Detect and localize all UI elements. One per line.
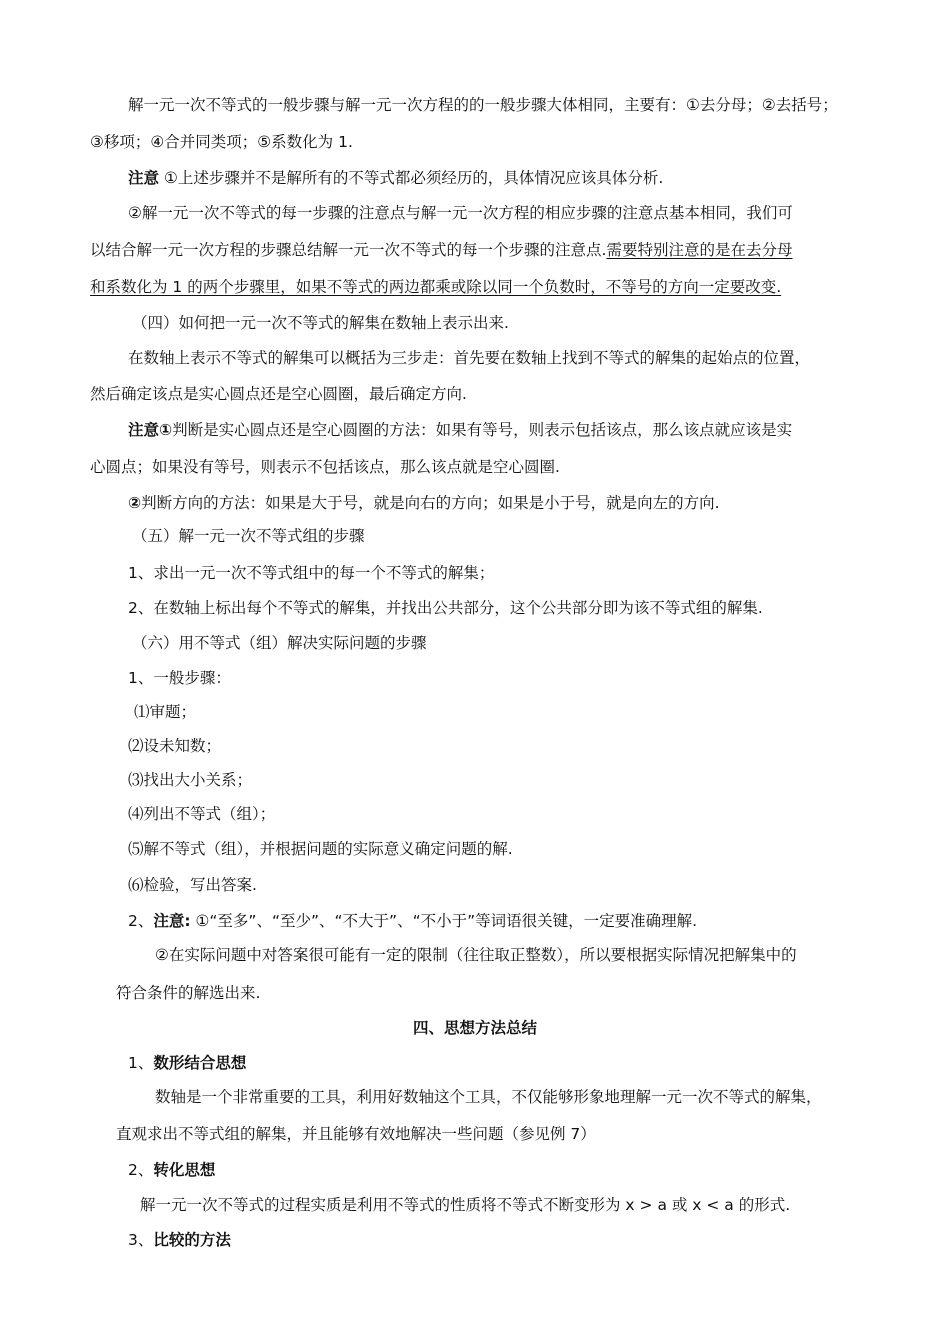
method-2-num: 2、 <box>128 1161 154 1179</box>
intro-line-2: ③移项；④合并同类项；⑤系数化为 1. <box>90 133 353 151</box>
section-4-heading: （四）如何把一元一次不等式的解集在数轴上表示出来. <box>132 314 509 332</box>
note-2-underlined-a: 需要特别注意的是在去分母 <box>606 241 793 259</box>
intro-line-1: 解一元一次不等式的一般步骤与解一元一次方程的的一般步骤大体相同，主要有：①去分母；②去括号； <box>128 96 838 114</box>
section-4-note-2-label: ② <box>128 494 142 512</box>
step-2: ⑵设未知数； <box>128 737 222 755</box>
note-1-label: 注意 <box>128 169 160 187</box>
note-2-underlined-b: 和系数化为 1 的两个步骤里，如果不等式的两边都乘或除以同一个负数时，不等号的方向一定要改变. <box>90 278 782 296</box>
method-1-num: 1、 <box>128 1054 154 1072</box>
section-4-note-line-2: 心圆点；如果没有等号，则表示不包括该点，那么该点就是空心圆圈. <box>90 458 560 476</box>
method-1-line-1: 数轴是一个非常重要的工具，利用好数轴这个工具，不仅能够形象地理解一元一次不等式的解集， <box>155 1088 822 1106</box>
step-1: ⑴审题； <box>134 703 197 721</box>
section-6-item-1: 1、一般步骤： <box>128 669 231 687</box>
section-6-item-2-line-2: ②在实际问题中对答案很可能有一定的限制（往往取正整数），所以要根据实际情况把解集中的 <box>155 946 797 964</box>
method-3-title: 比较的方法 <box>153 1231 231 1249</box>
note-1-text: ①上述步骤并不是解所有的不等式都必须经历的，具体情况应该具体分析. <box>159 169 664 187</box>
section-4-note-label: 注意① <box>128 421 173 439</box>
section-6-item-2-line-3: 符合条件的解选出来. <box>116 984 261 1002</box>
section-4-note-2 <box>128 492 720 514</box>
note-1 <box>128 167 663 189</box>
note-2-line-2 <box>90 239 792 261</box>
section-6-item-2-text: ①“至多”、“至少”、“不大于”、“不小于”等词语很关键，一定要准确理解. <box>190 912 698 930</box>
step-3: ⑶找出大小关系； <box>128 771 253 789</box>
method-1-line-2: 直观求出不等式组的解集，并且能够有效地解决一些问题（参见例 7） <box>116 1125 596 1143</box>
note-2-plain: 以结合解一元一次方程的步骤总结解一元一次不等式的每一个步骤的注意点. <box>90 241 607 259</box>
method-1-title: 数形结合思想 <box>153 1054 247 1072</box>
section-4-para-line-2: 然后确定该点是实心圆点还是空心圆圈，最后确定方向. <box>90 385 467 403</box>
section-6-item-2 <box>128 910 697 932</box>
section-6-item-2-label: 注意: <box>153 912 191 930</box>
section-5-item-1: 1、求出一元一次不等式组中的每一个不等式的解集； <box>128 564 495 582</box>
note-2-line-1: ②解一元一次不等式的每一步骤的注意点与解一元一次方程的相应步骤的注意点基本相同，我们可 <box>128 204 793 222</box>
method-2-title: 转化思想 <box>153 1161 216 1179</box>
section-4-note-line-1 <box>128 419 792 441</box>
section-four-title: 四、思想方法总结 <box>412 1019 537 1037</box>
section-4-para-line-1: 在数轴上表示不等式的解集可以概括为三步走：首先要在数轴上找到不等式的解集的起始点的位置， <box>128 349 811 367</box>
section-5-heading: （五）解一元一次不等式组的步骤 <box>132 527 365 545</box>
section-4-note-2-text: 判断方向的方法：如果是大于号，就是向右的方向；如果是小于号，就是向左的方向. <box>141 494 720 512</box>
section-4-note-text: 判断是实心圆点还是空心圆圈的方法：如果有等号，则表示包括该点，那么该点就应该是实 <box>172 421 793 439</box>
method-1-heading <box>128 1052 246 1074</box>
method-2-text: 解一元一次不等式的过程实质是利用不等式的性质将不等式不断变形为 x > a 或 x < a 的形式. <box>140 1196 791 1214</box>
step-4: ⑷列出不等式（组）； <box>128 805 276 823</box>
method-3-num: 3、 <box>128 1231 154 1249</box>
step-6: ⑹检验，写出答案. <box>128 876 257 894</box>
section-6-heading: （六）用不等式（组）解决实际问题的步骤 <box>132 634 427 652</box>
step-5: ⑸解不等式（组），并根据问题的实际意义确定问题的解. <box>128 840 513 858</box>
method-3-heading <box>128 1229 231 1251</box>
method-2-heading <box>128 1159 215 1181</box>
section-5-item-2: 2、在数轴上标出每个不等式的解集，并找出公共部分，这个公共部分即为该不等式组的解集. <box>128 599 763 617</box>
section-6-item-2-num: 2、 <box>128 912 154 930</box>
